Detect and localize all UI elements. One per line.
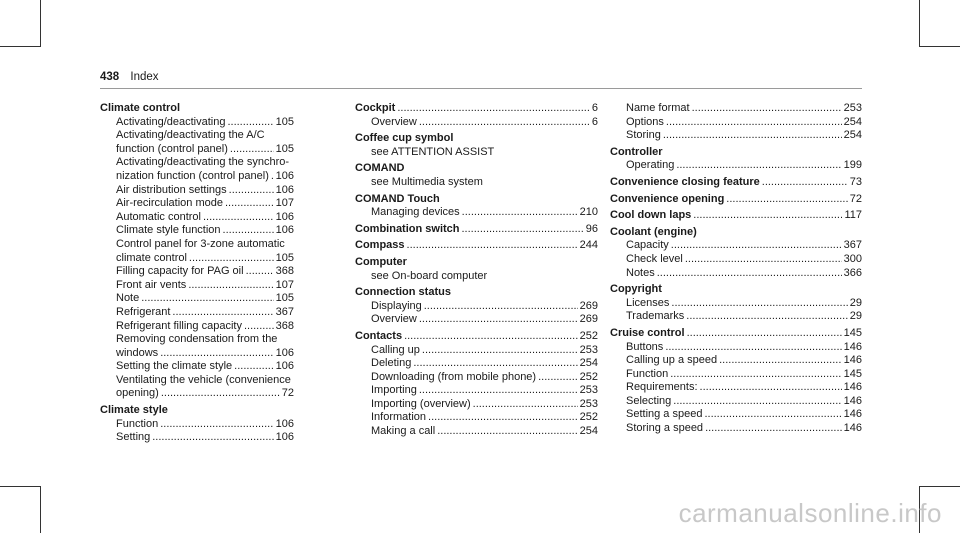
index-subentry <box>100 431 294 445</box>
entry-text: COMAND <box>355 162 405 175</box>
index-subentry <box>610 129 862 143</box>
entry-text: Controller <box>610 145 663 158</box>
page-reference[interactable]: 106 <box>275 210 294 223</box>
index-heading <box>610 176 862 190</box>
dot-leader <box>234 360 273 374</box>
entry-text: Coolant (engine) <box>610 225 697 238</box>
entry-text: Refrigerant <box>116 305 171 318</box>
entry-text: Air-recirculation mode <box>116 197 223 210</box>
dot-leader <box>762 176 848 190</box>
entry-text: Climate control <box>100 102 181 114</box>
page-reference[interactable]: 252 <box>579 329 598 342</box>
page-reference[interactable]: 145 <box>843 326 862 339</box>
index-subentry <box>610 395 862 409</box>
index-subentry <box>100 252 294 266</box>
entry-text: Deleting <box>371 357 412 370</box>
dot-leader <box>227 116 273 130</box>
page-reference[interactable]: 254 <box>843 115 862 128</box>
page-reference[interactable]: 72 <box>849 192 862 205</box>
index-heading <box>355 102 598 116</box>
entry-text: Check level <box>626 252 683 265</box>
dot-leader <box>670 368 841 382</box>
dot-leader <box>666 116 842 130</box>
dot-leader <box>705 422 842 436</box>
entry-text: Trademarks <box>626 310 685 323</box>
index-subentry <box>100 265 294 279</box>
dot-leader <box>419 384 578 398</box>
index-subentry <box>355 344 598 358</box>
index-heading <box>610 146 862 160</box>
dot-leader <box>428 411 578 425</box>
entry-text: Function <box>116 417 159 430</box>
index-heading <box>610 193 862 207</box>
page-reference[interactable]: 253 <box>579 384 598 397</box>
page-reference[interactable]: 199 <box>843 159 862 172</box>
index-subentry <box>610 408 862 422</box>
entry-text: Setting <box>116 431 151 444</box>
entry-text: Climate style function <box>116 224 221 237</box>
page-reference[interactable]: 254 <box>843 129 862 142</box>
page-reference[interactable]: 29 <box>849 310 862 323</box>
index-subentry <box>355 313 598 327</box>
page-reference[interactable]: 253 <box>579 343 598 356</box>
index-subentry <box>610 381 862 395</box>
dot-leader <box>397 102 590 116</box>
entry-text: Calling up a speed <box>626 354 718 367</box>
entry-text: Cockpit <box>355 102 396 114</box>
dot-leader <box>413 357 577 371</box>
index-subentry <box>100 387 294 401</box>
page-reference[interactable]: 6 <box>591 102 598 114</box>
dot-leader <box>665 341 841 355</box>
entry-text: COMAND Touch <box>355 192 440 205</box>
page-reference[interactable]: 269 <box>579 299 598 312</box>
header-divider <box>100 88 862 89</box>
index-subentry <box>610 310 862 324</box>
entry-text: Combination switch <box>355 222 460 235</box>
index-subentry <box>610 116 862 130</box>
index-subentry <box>100 116 294 130</box>
page-reference[interactable]: 6 <box>591 115 598 128</box>
entry-text: windows <box>116 346 159 359</box>
entry-text: Requirements: <box>626 381 698 394</box>
page-reference[interactable]: 106 <box>275 224 294 237</box>
index-subentry <box>100 184 294 198</box>
entry-text: Calling up <box>371 343 420 356</box>
index-subentry <box>355 398 598 412</box>
section-title: Index <box>130 71 159 83</box>
entry-text: Downloading (from mobile phone) <box>371 370 537 383</box>
page-reference[interactable]: 105 <box>275 292 294 305</box>
entry-text: climate control <box>116 251 187 264</box>
dot-leader <box>160 418 273 432</box>
entry-text: Name format <box>626 102 690 114</box>
index-subentry <box>100 306 294 320</box>
dot-leader <box>424 300 578 314</box>
page-reference[interactable]: 72 <box>281 387 294 400</box>
index-entry-continuation: see On-board computer <box>371 269 488 282</box>
index-heading <box>100 404 294 418</box>
page-reference[interactable]: 252 <box>579 411 598 424</box>
page-reference[interactable]: 29 <box>849 296 862 309</box>
page-reference[interactable]: 107 <box>275 197 294 210</box>
page-reference[interactable]: 252 <box>579 370 598 383</box>
dot-leader <box>223 224 274 238</box>
entry-text: Selecting <box>626 394 672 407</box>
page-reference[interactable]: 367 <box>275 305 294 318</box>
entry-text: Cool down laps <box>610 209 692 222</box>
entry-text: Activating/deactivating <box>116 115 226 128</box>
index-subentry <box>610 368 862 382</box>
index-entry-continuation: see ATTENTION ASSIST <box>371 145 495 158</box>
page-reference[interactable]: 145 <box>843 367 862 380</box>
page-reference[interactable]: 254 <box>579 357 598 370</box>
page-number: 438 <box>100 71 120 83</box>
index-subentry <box>100 360 294 374</box>
entry-text: Storing <box>626 129 661 142</box>
index-subentry <box>100 197 294 211</box>
index-entry-continuation: Control panel for 3-zone automatic <box>116 237 285 250</box>
dot-leader <box>419 313 578 327</box>
index-subentry <box>100 320 294 334</box>
index-subentry <box>355 116 598 130</box>
dot-leader <box>700 381 842 395</box>
entry-text: Connection status <box>355 286 451 299</box>
entry-text: Convenience closing feature <box>610 175 760 188</box>
page-reference[interactable]: 366 <box>843 266 862 279</box>
entry-text: Options <box>626 115 664 128</box>
index-subentry <box>610 159 862 173</box>
dot-leader <box>538 371 578 385</box>
page-reference[interactable]: 253 <box>843 102 862 114</box>
dot-leader <box>141 292 273 306</box>
index-subentry <box>610 102 862 116</box>
index-subentry <box>355 206 598 220</box>
entry-text: Contacts <box>355 329 403 342</box>
page-reference[interactable]: 146 <box>843 408 862 421</box>
entry-text: Climate style <box>100 404 168 417</box>
entry-text: Importing (overview) <box>371 397 471 410</box>
dot-leader <box>719 354 842 368</box>
page-reference[interactable]: 107 <box>275 278 294 291</box>
page-reference[interactable]: 117 <box>844 209 862 222</box>
index-heading <box>610 226 862 240</box>
dot-leader <box>230 143 274 157</box>
entry-text: Front air vents <box>116 278 187 291</box>
index-heading <box>100 102 294 116</box>
index-subentry <box>610 239 862 253</box>
index-heading <box>610 209 862 223</box>
dot-leader <box>419 116 590 130</box>
entry-text: Automatic control <box>116 210 201 223</box>
page-reference[interactable]: 367 <box>843 239 862 252</box>
index-entry-continuation: see Multimedia system <box>371 175 483 188</box>
entry-text: Storing a speed <box>626 422 704 435</box>
index-subentry <box>610 341 862 355</box>
page-reference[interactable]: 105 <box>275 251 294 264</box>
entry-text: opening) <box>116 387 159 400</box>
index-entry-continuation: Removing condensation from the <box>116 333 278 346</box>
dot-leader <box>693 209 842 223</box>
entry-text: Convenience opening <box>610 192 725 205</box>
index-entry-continuation: Activating/deactivating the A/C <box>116 129 265 142</box>
entry-text: Displaying <box>371 299 422 312</box>
page-reference[interactable]: 106 <box>275 360 294 373</box>
page-reference[interactable]: 106 <box>275 169 294 182</box>
index-heading <box>355 193 598 207</box>
entry-text: Compass <box>355 239 405 252</box>
index-entry-continuation: Activating/deactivating the synchro- <box>116 156 290 169</box>
dot-leader <box>407 239 578 253</box>
entry-text: Refrigerant filling capacity <box>116 319 242 332</box>
dot-leader <box>203 211 274 225</box>
index-heading <box>355 330 598 344</box>
index-heading <box>355 223 598 237</box>
dot-leader <box>225 197 274 211</box>
dot-leader <box>686 310 847 324</box>
index-heading <box>355 286 598 300</box>
index-subentry <box>100 279 294 293</box>
page-reference[interactable]: 210 <box>579 206 598 219</box>
dot-leader <box>726 193 847 207</box>
entry-text: Licenses <box>626 296 670 309</box>
entry-text: Managing devices <box>371 206 460 219</box>
entry-text: Coffee cup symbol <box>355 132 454 145</box>
index-subentry <box>100 418 294 432</box>
index-heading <box>355 162 598 176</box>
page-reference[interactable]: 105 <box>275 115 294 128</box>
index-subentry <box>610 354 862 368</box>
page-reference[interactable]: 146 <box>843 354 862 367</box>
dot-leader <box>704 408 841 422</box>
entry-text: Copyright <box>610 283 662 296</box>
entry-text: Operating <box>626 159 675 172</box>
dot-leader <box>685 253 842 267</box>
index-subentry <box>355 371 598 385</box>
page-reference[interactable]: 73 <box>849 175 862 188</box>
dot-leader <box>161 387 280 401</box>
entry-text: Filling capacity for PAG oil <box>116 265 244 278</box>
index-subentry <box>100 224 294 238</box>
entry-text: Capacity <box>626 239 669 252</box>
dot-leader <box>246 265 274 279</box>
index-subentry <box>610 422 862 436</box>
index-subentry <box>100 211 294 225</box>
entry-text: Note <box>116 292 140 305</box>
page-reference[interactable]: 146 <box>843 422 862 435</box>
dot-leader <box>687 327 842 341</box>
page-reference[interactable]: 368 <box>275 265 294 278</box>
index-subentry <box>100 170 294 184</box>
dot-leader <box>437 425 577 439</box>
page-reference[interactable]: 146 <box>843 394 862 407</box>
page-reference[interactable]: 146 <box>843 381 862 394</box>
page-reference[interactable]: 106 <box>275 183 294 196</box>
dot-leader <box>663 129 842 143</box>
index-subentry <box>100 347 294 361</box>
index-heading <box>355 239 598 253</box>
index-heading <box>610 283 862 297</box>
page-reference[interactable]: 368 <box>275 319 294 332</box>
page-header <box>100 71 159 83</box>
dot-leader <box>189 252 274 266</box>
entry-text: Notes <box>626 266 655 279</box>
index-column-2 <box>355 102 598 439</box>
dot-leader <box>676 159 841 173</box>
entry-text: Computer <box>355 255 407 268</box>
dot-leader <box>671 297 847 311</box>
dot-leader <box>657 267 842 281</box>
entry-text: Buttons <box>626 340 664 353</box>
index-subentry <box>610 297 862 311</box>
dot-leader <box>271 170 274 184</box>
index-entry-continuation: Ventilating the vehicle (convenience <box>116 373 291 386</box>
dot-leader <box>188 279 273 293</box>
page-reference[interactable]: 106 <box>275 431 294 444</box>
index-subentry <box>355 425 598 439</box>
dot-leader <box>671 239 842 253</box>
index-subentry <box>355 384 598 398</box>
dot-leader <box>244 320 274 334</box>
entry-text: function (control panel) <box>116 142 228 155</box>
index-subentry <box>355 357 598 371</box>
watermark: carmanualsonline.info <box>678 498 942 528</box>
entry-text: Setting a speed <box>626 408 703 421</box>
page-reference[interactable]: 96 <box>585 222 598 235</box>
index-column-1 <box>100 102 294 445</box>
page-reference[interactable]: 105 <box>275 142 294 155</box>
index-subentry <box>100 143 294 157</box>
dot-leader <box>404 330 578 344</box>
index-column-3 <box>610 102 862 436</box>
dot-leader <box>462 223 584 237</box>
entry-text: Overview <box>371 115 417 128</box>
index-subentry <box>355 411 598 425</box>
entry-text: Cruise control <box>610 326 685 339</box>
page-reference[interactable]: 253 <box>579 397 598 410</box>
entry-text: Air distribution settings <box>116 183 227 196</box>
index-heading <box>355 132 598 146</box>
entry-text: Information <box>371 411 427 424</box>
entry-text: Function <box>626 367 669 380</box>
index-heading <box>355 256 598 270</box>
dot-leader <box>152 431 273 445</box>
dot-leader <box>473 398 578 412</box>
index-subentry <box>355 300 598 314</box>
index-subentry <box>100 292 294 306</box>
index-heading <box>610 327 862 341</box>
dot-leader <box>422 344 578 358</box>
page-reference[interactable]: 300 <box>843 252 862 265</box>
page-reference[interactable]: 254 <box>579 425 598 438</box>
page-reference[interactable]: 269 <box>579 313 598 326</box>
dot-leader <box>462 206 578 220</box>
entry-text: Making a call <box>371 425 436 438</box>
index-subentry <box>610 267 862 281</box>
dot-leader <box>692 102 842 116</box>
page-reference[interactable]: 146 <box>843 340 862 353</box>
dot-leader <box>160 347 273 361</box>
entry-text: Overview <box>371 313 417 326</box>
dot-leader <box>673 395 841 409</box>
entry-text: Importing <box>371 384 417 397</box>
index-subentry <box>610 253 862 267</box>
dot-leader <box>172 306 273 320</box>
dot-leader <box>229 184 274 198</box>
page-reference[interactable]: 244 <box>579 239 598 252</box>
entry-text: Setting the climate style <box>116 360 233 373</box>
page-reference[interactable]: 106 <box>275 417 294 430</box>
entry-text: nization function (control panel) <box>116 169 269 182</box>
page-reference[interactable]: 106 <box>275 346 294 359</box>
